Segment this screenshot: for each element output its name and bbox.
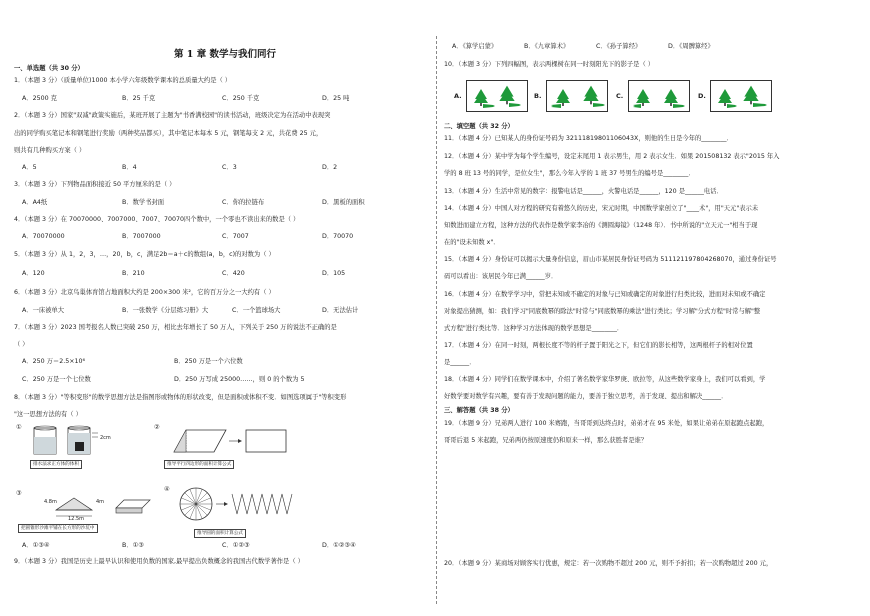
question-11: 11．（本题 4 分）已知某人的身份证号码为 32111819801106043X，则他的生日是今年的________．: [444, 135, 733, 142]
tree-trunk: [480, 103, 482, 106]
q4-option-b[interactable]: B．7007000: [122, 233, 161, 240]
question-20: 20．（本题 9 分）某商场对顾客实行优惠，规定：若一次购物不超过 200 元，则不予折扣；若一次购物超过 200 元，: [444, 560, 773, 567]
sector-spoke: [185, 504, 196, 515]
question-7-line2: （ ）: [14, 341, 29, 348]
q8-option-a[interactable]: A．①③④: [22, 542, 50, 549]
question-2-line3: 则共有几种购买方案（ ）: [14, 147, 86, 154]
figure-1-dim: 2cm: [100, 435, 111, 441]
question-1: 1．（本题 3 分）（质量单位)1000 本小学六年级数学课本的总质量大约是（ ）: [14, 77, 232, 84]
q5-option-c[interactable]: C．420: [222, 270, 245, 277]
q5-option-b[interactable]: B．210: [122, 270, 145, 277]
question-14-line1: 14．（本题 4 分）中国人对方程的研究有着悠久的历史，宋元时期，中国数学家创立了"____术"，用"天元"表示未: [444, 205, 759, 212]
q6-option-c[interactable]: C．一个篮球场大: [232, 307, 281, 314]
q2-option-a[interactable]: A．5: [22, 164, 37, 171]
figure-1-label: ①: [16, 424, 22, 431]
q4-option-a[interactable]: A．70070000: [22, 233, 65, 240]
sand-pile-illustration: [16, 490, 156, 526]
figure-1: [16, 422, 146, 470]
question-19-line2: 哥哥后退 5 米起跑，兄弟两仍按原速度仍和原来一样，那么获胜者是谁？: [444, 437, 648, 444]
shadow-arrow: [551, 104, 561, 108]
question-2-line1: 2．（本题 3 分）国家"双减"政策实施后，某班开展了主题为"书香满校园"的读书活动，班级决定为在活动中表现突: [14, 112, 331, 119]
q7-option-d[interactable]: D．250 万写成 25000……，则 0 的个数为 5: [174, 376, 305, 383]
q7-option-b[interactable]: B．250 万是一个六位数: [174, 358, 243, 365]
q1-option-c[interactable]: C．250 千克: [222, 95, 260, 102]
beaker-illustration: [16, 422, 146, 462]
question-18-line1: 18．（本题 4 分）同学们在数学课本中，介绍了著名数学家华罗庚、欧拉等，从这些数学家身上，我们可以看到，学: [444, 376, 766, 383]
question-2-line2: 出的同学购买笔记本和钢笔进行奖励（两种奖品都买），其中笔记本每本 5 元，钢笔每支 2 元，共花费 25 元，: [14, 130, 323, 137]
q9-option-b[interactable]: B．《九章算术》: [524, 43, 570, 50]
q6-option-b[interactable]: B．一张数学《分层练习册》大: [122, 307, 209, 314]
question-6: 6．（本题 3 分）北京鸟巢体育馆占地面积大约是 200×300 米²，它的百万分之一大约有（ ）: [14, 289, 275, 296]
tree-trunk: [750, 101, 752, 104]
tree-trunk: [642, 103, 644, 106]
q10-label-c[interactable]: C.: [616, 92, 624, 100]
q9-option-a[interactable]: A．《算学启蒙》: [452, 43, 498, 50]
q4-option-d[interactable]: D．70070: [322, 233, 354, 240]
q10-figure-d[interactable]: [710, 80, 772, 112]
q8-option-b[interactable]: B．①③: [122, 542, 144, 549]
q2-option-d[interactable]: D．2: [322, 164, 338, 171]
figure-2-caption: 推导平行四边形的面积计算公式: [164, 460, 234, 469]
q7-option-a[interactable]: A．250 万＝2.5×10⁶: [22, 358, 86, 365]
circle-sectors-illustration: [164, 484, 304, 528]
question-16-line3: 式方程"进行类比等．这种学习方法体现的数学思想是________．: [444, 325, 624, 332]
question-14-line2: 知数进而建立方程，这种方法的代表作是数学家李冶的《测圆海镜》（1248 年）．书中所说的"立天元一"相当于现: [444, 222, 758, 229]
sector-spoke: [196, 504, 207, 515]
figure-4-label: ④: [164, 486, 170, 493]
q4-option-c[interactable]: C．7007: [222, 233, 249, 240]
page-title: 第 1 章 数学与我们同行: [174, 49, 277, 60]
q9-option-c[interactable]: C．《孙子算经》: [596, 43, 642, 50]
q10-label-d[interactable]: D.: [698, 92, 706, 100]
question-18-line2: 好数学要对数学有兴趣，要有善于发现问题的能力，要善于独立思考，善于发现、提出和解决______．: [444, 393, 728, 400]
column-divider: [436, 36, 437, 604]
q7-option-c[interactable]: C．250 万是一个七位数: [22, 376, 91, 383]
question-19-line1: 19．（本题 9 分）兄弟两人进行 100 米赛跑，当哥哥到达终点时，弟弟才在 95 米处，如果让弟弟在原起跑点起跑，: [444, 420, 769, 427]
q6-option-a[interactable]: A．一床被单大: [22, 307, 65, 314]
q10-figure-c[interactable]: [628, 80, 690, 112]
q1-option-d[interactable]: D．25 吨: [322, 95, 350, 102]
figure-3-dim-length: 12.5m: [68, 516, 85, 522]
shadow-arrow: [593, 103, 605, 107]
q2-option-b[interactable]: B．4: [122, 164, 137, 171]
parallelogram-illustration: [154, 422, 294, 462]
figure-1-caption: 排水法求正方体的体积: [30, 460, 82, 469]
question-7-line1: 7．（本题 3 分）2023 国考报名人数已突破 250 万，相比去年增长了 50 万人，下列关于 250 万的说法不正确的是: [14, 324, 337, 331]
sector-spoke: [196, 493, 207, 504]
section-single-choice: 一、单选题（共 30 分）: [14, 65, 84, 72]
q3-option-b[interactable]: B．数学书封面: [122, 199, 165, 206]
question-17-line1: 17．（本题 4 分）在同一时刻，两根长度不等的杆子置于阳光之下，但它们的影长相等，这两根杆子的相对位置: [444, 342, 753, 349]
q5-option-d[interactable]: D．105: [322, 270, 346, 277]
question-16-line2: 对象提出猜测，如：我们学习"同底数幂的除法"时常与"同底数幂的乘法"进行类比；学习解"分式方程"时常与解"整: [444, 308, 761, 315]
figure-3-label: ③: [16, 490, 22, 497]
question-4: 4．（本题 3 分）在 70070000、7007000、7007、70070四个数中，一个零也不读出来的数是（ ）: [14, 216, 300, 223]
figure-3: [16, 490, 156, 536]
question-12-line2: 学的 8 班 13 号的同学，是位女生"，那么今年入学的 1 班 37 号男生的编号是________．: [444, 170, 695, 177]
q9-option-d[interactable]: D．《周髀算经》: [668, 43, 714, 50]
tree-trunk: [670, 103, 672, 106]
shadow-arrow: [673, 104, 685, 108]
question-13: 13．（本题 4 分）生活中常见的数字：报警电话是______，火警电话是______，120 是______电话．: [444, 188, 723, 195]
q8-option-d[interactable]: D．①②③④: [322, 542, 356, 549]
q3-option-d[interactable]: D．黑板的面积: [322, 199, 365, 206]
shadow-arrow: [633, 104, 641, 108]
q5-option-a[interactable]: A．120: [22, 270, 45, 277]
section-fill-blank: 二、填空题（共 32 分）: [444, 123, 514, 130]
q10-figures: [444, 78, 858, 118]
question-15-line1: 15．（本题 4 分）身份证可以揭示大量身份信息，眉山市某居民身份证号码为 511121197804268070，通过身份证号: [444, 256, 777, 263]
q10-figure-a[interactable]: [466, 80, 528, 112]
figure-3-caption: 把圆锥形沙滩平铺在长方形的沙坑中: [18, 524, 98, 533]
question-10: 10．（本题 3 分）下列四幅图，表示两棵树在同一时刻阳光下的影子是（ ）: [444, 61, 655, 68]
section-solve: 三、解答题（共 38 分）: [444, 407, 514, 414]
figure-3-dim-width: 4m: [96, 499, 105, 505]
tree-trunk: [724, 103, 726, 106]
shadow-arrow: [727, 104, 737, 108]
question-16-line1: 16．（本题 4 分）在数学学习中，常把未知或不确定的对象与已知或确定的对象进行归类比较，进而对未知或不确定: [444, 291, 766, 298]
question-5: 5．（本题 3 分）从 1，2，3，…，20，b，c，满足2b＝a＋c的数组(a，b，c)的对数为（ ）: [14, 251, 275, 258]
q2-option-c[interactable]: C．3: [222, 164, 237, 171]
question-17-line2: 是______．: [444, 359, 476, 366]
question-3: 3．（本题 3 分）下列物品面积接近 50 平方厘米的是（ ）: [14, 181, 176, 188]
figure-4: [164, 484, 304, 540]
shadow-arrow: [753, 103, 767, 107]
sector-spoke: [185, 493, 196, 504]
question-12-line1: 12．（本题 4 分）某中学为每个学生编号，设定末尾用 1 表示男生，用 2 表示女生．如果 201508132 表示"2015 年入: [444, 153, 780, 160]
question-8-line2: "这一思想方法的有（ ）: [14, 411, 82, 418]
tree-trunk: [590, 101, 592, 104]
figure-4-caption: 推导圆的面积计算公式: [194, 529, 246, 538]
figure-2-label: ②: [154, 424, 160, 431]
shadow-arrow: [509, 103, 521, 107]
tree-trunk: [506, 101, 508, 104]
q1-option-a[interactable]: A．2500 克: [22, 95, 57, 102]
question-14-line3: 在的"设未知数 x"．: [444, 239, 500, 246]
question-15-line2: 码可以看出：该居民今年已满______岁．: [444, 273, 558, 280]
q6-option-d[interactable]: D．无法估计: [322, 307, 359, 314]
figure-3-dim-height: 4.8m: [44, 499, 57, 505]
q3-option-c[interactable]: C．你的拉链布: [222, 199, 265, 206]
tree-trunk: [562, 103, 564, 106]
shadow-arrow: [483, 104, 495, 108]
q10-figure-b[interactable]: [546, 80, 608, 112]
q10-label-a[interactable]: A.: [454, 92, 462, 100]
q3-option-a[interactable]: A．A4纸: [22, 199, 48, 206]
q1-option-b[interactable]: B．25 千克: [122, 95, 156, 102]
rearranged-sectors: [232, 494, 292, 514]
question-9: 9．（本题 3 分）我国是历史上最早认识和使用负数的国家,最早提出负数概念的我国古代数学著作是（ ）: [14, 558, 304, 565]
q10-label-b[interactable]: B.: [534, 92, 542, 100]
figure-2: [154, 422, 294, 470]
question-8-line1: 8．（本题 3 分）"等积变形"的数学思想方法是指图形或物体的形状改变，但是面积或体积不变．如图选项属于"等积变形: [14, 394, 347, 401]
q8-option-c[interactable]: C．①②③: [222, 542, 250, 549]
